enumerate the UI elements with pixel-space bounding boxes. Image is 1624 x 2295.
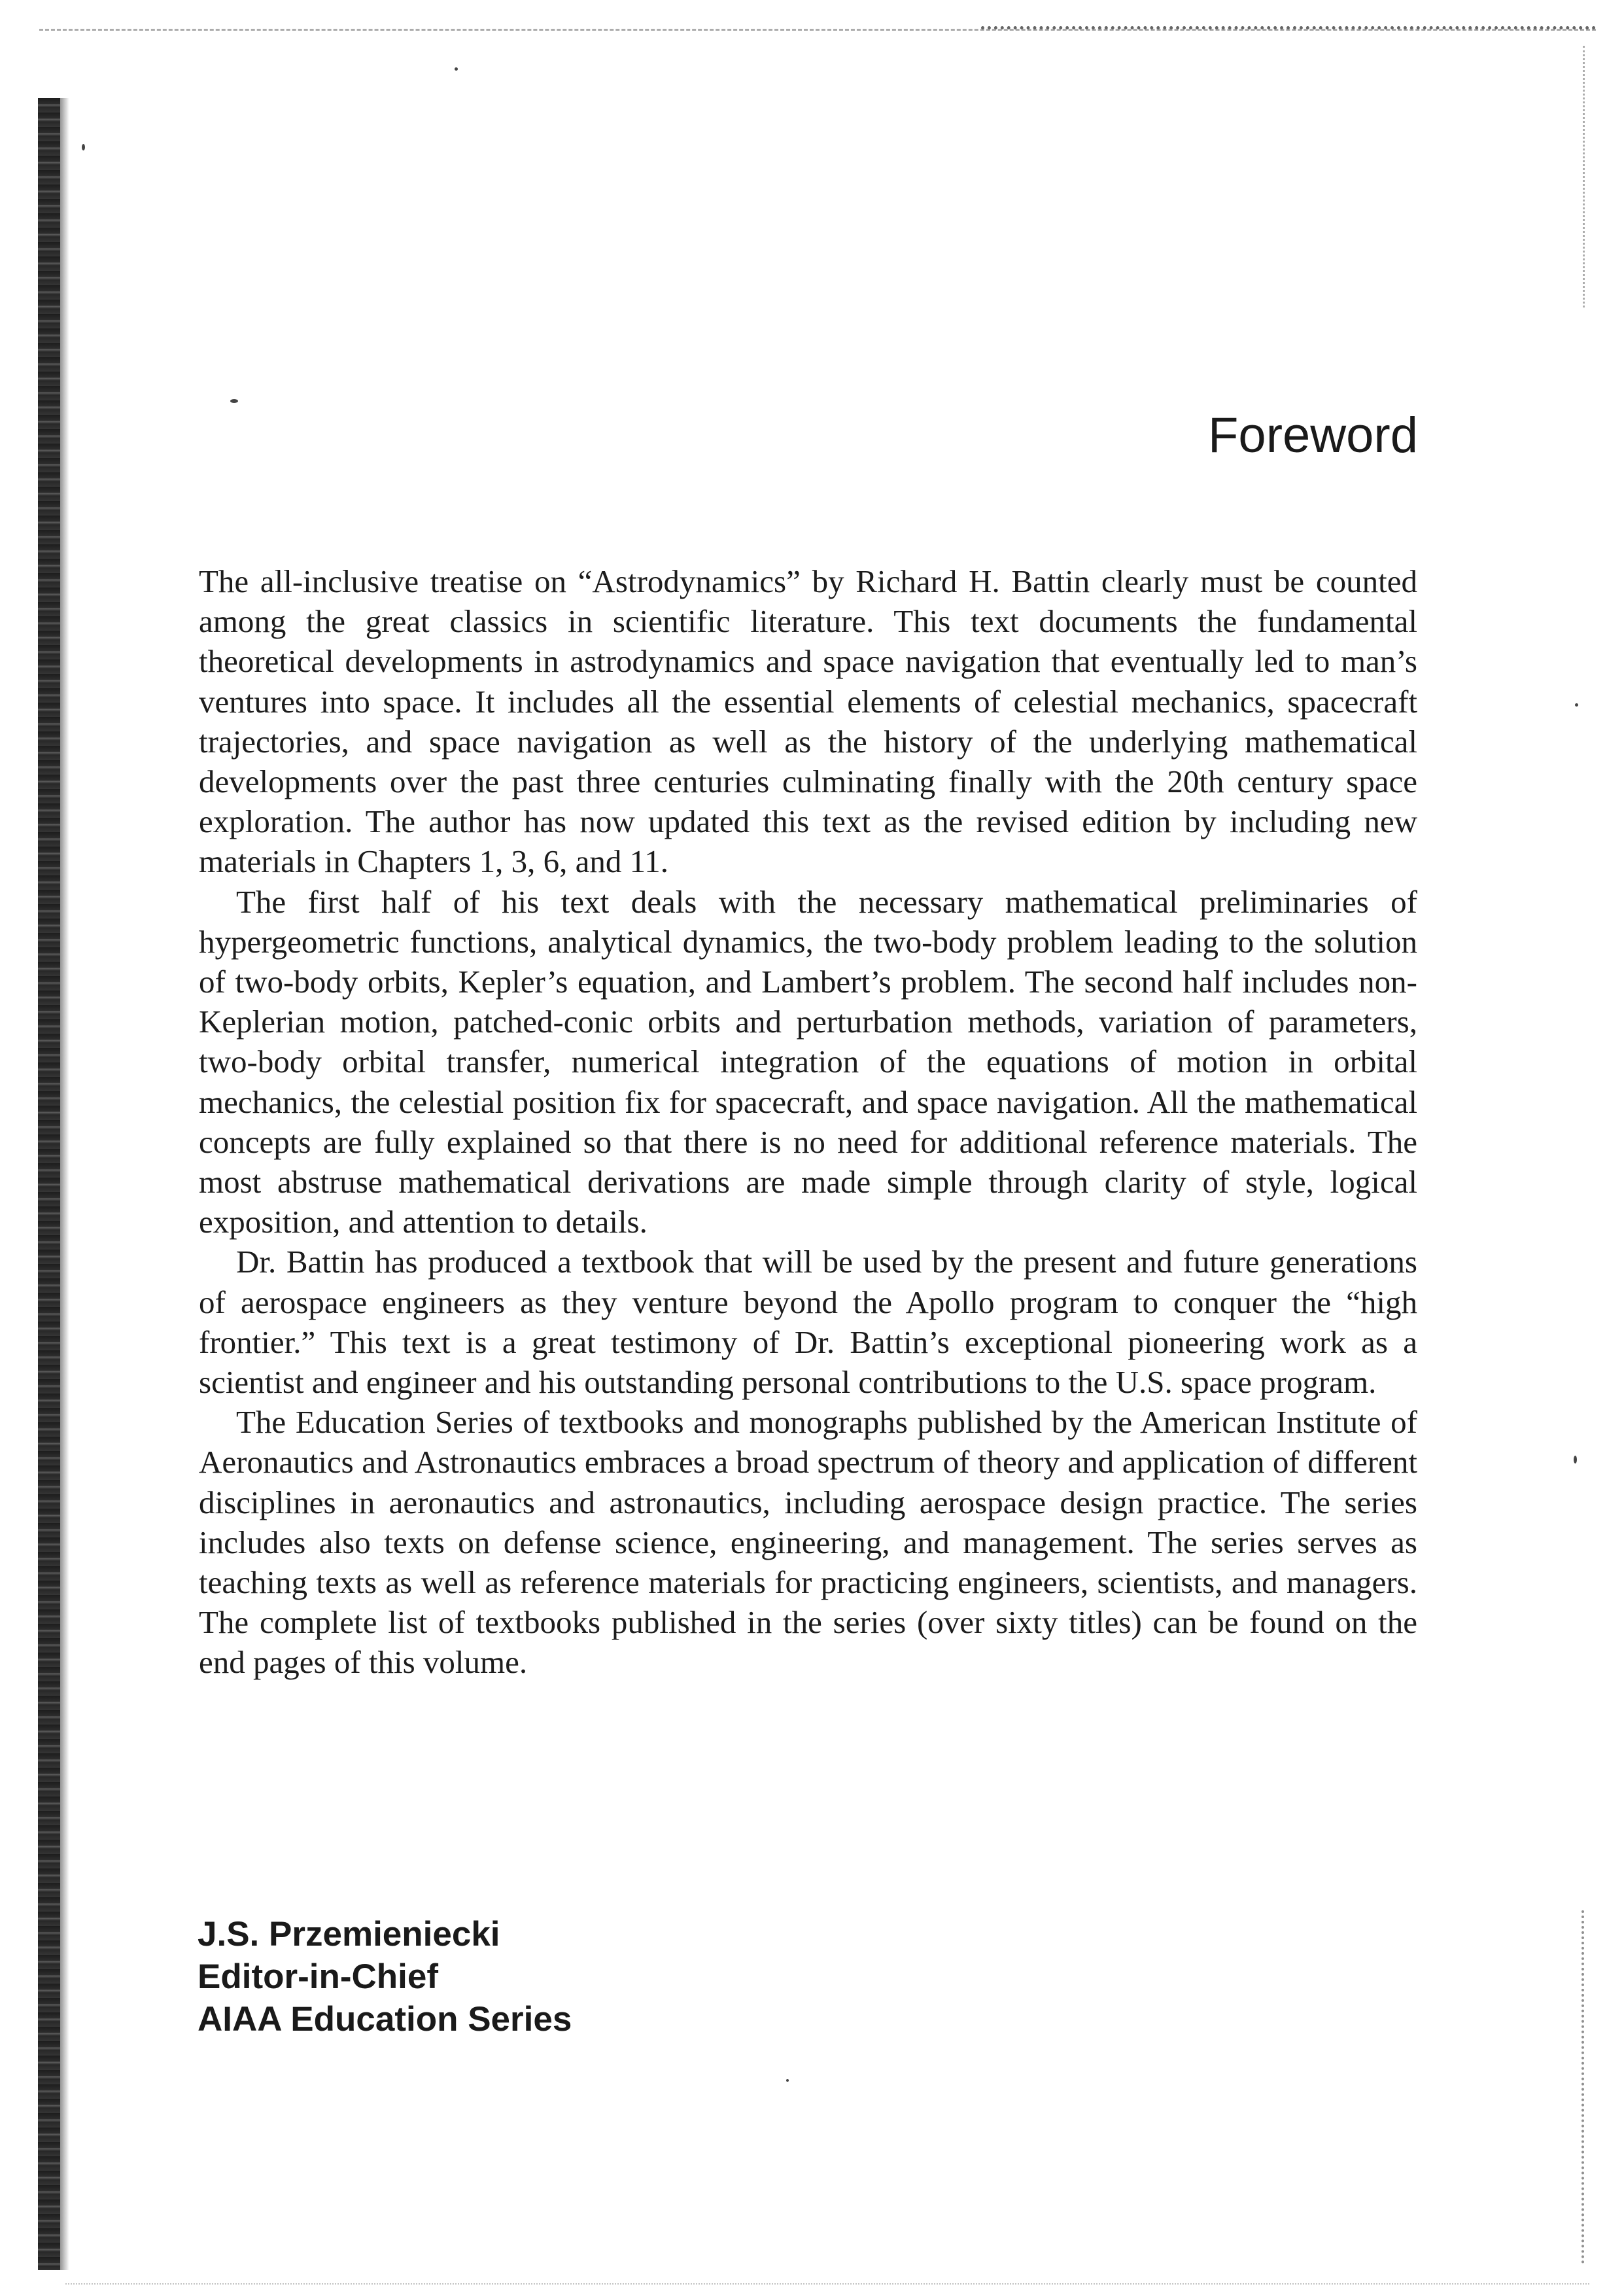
paragraph-3: Dr. Battin has produced a textbook that will be used by the present and future generations of aerospace engineers as they venture beyond the Apollo program to conquer the “high frontier.” This text is a great testimony of Dr. Battin’s exceptional pioneering work as a scientist and engineer and his outstanding personal contributions to the U.S. space program. xyxy=(199,1244,1417,1401)
scan-top-edge-dark xyxy=(981,26,1596,29)
signature-name: J.S. Przemieniecki xyxy=(198,1915,500,1953)
scan-speck xyxy=(455,67,458,71)
page-title: Foreword xyxy=(1208,408,1418,463)
signature-block xyxy=(198,1913,572,2041)
scan-right-edge xyxy=(1583,46,1585,307)
signature-series: AIAA Education Series xyxy=(198,2000,572,2039)
scan-binding-fade xyxy=(60,98,69,2270)
scan-speck xyxy=(786,2079,789,2082)
scan-speck xyxy=(1575,703,1578,707)
paragraph-2: The first half of his text deals with the necessary mathematical preliminaries of hypergeometric functions, analytical dynamics, the two-body problem leading to the solution of two-body orbits, Kepler’s equation, and Lambert’s problem. The second half includes non-Keplerian motion, patched-conic orbits and perturbation methods, variation of parameters, two-body orbital transfer, numerical integration of the equations of motion in orbital mechanics, the celestial position fix for spacecraft, and space navigation. All the mathematical concepts are fully explained so that there is no need for additional reference materials. The most abstruse mathematical derivations are made simple through clarity of style, logical exposition, and attention to details. xyxy=(199,883,1417,1240)
scan-right-edge-lower xyxy=(1581,1910,1584,2264)
signature-role: Editor-in-Chief xyxy=(198,1957,438,1996)
scan-bottom-edge xyxy=(65,2283,1589,2285)
paragraph-4: The Education Series of textbooks and monographs published by the American Institute of Aeronautics and Astronautics embraces a broad spectrum of theory and application of different disciplines in aeronautics and astronautics, including aerospace design practice. The series includes also texts on defense science, engineering, and management. The series serves as teaching texts as well as reference materials for practicing engineers, scientists, and managers. The complete list of textbooks published in the series (over sixty titles) can be found on the end pages of this volume. xyxy=(199,1404,1417,1681)
scan-speck xyxy=(1574,1456,1577,1463)
scan-speck xyxy=(82,144,85,150)
foreword-body xyxy=(199,561,1417,1683)
scan-speck xyxy=(230,399,238,403)
scan-binding-shadow xyxy=(38,98,60,2270)
paragraph-1: The all-inclusive treatise on “Astrodynamics” by Richard H. Battin clearly must be counted among the great classics in scientific literature. This text documents the fundamental theoretical developments in astrodynamics and space navigation that eventually led to man’s ventures into space. It includes all the essential elements of celestial mechanics, spacecraft trajectories, and space navigation as well as the history of the underlying mathematical developments over the past three centuries culminating finally with the 20th century space exploration. The author has now updated this text as the revised edition by including new materials in Chapters 1, 3, 6, and 11. xyxy=(199,563,1417,880)
